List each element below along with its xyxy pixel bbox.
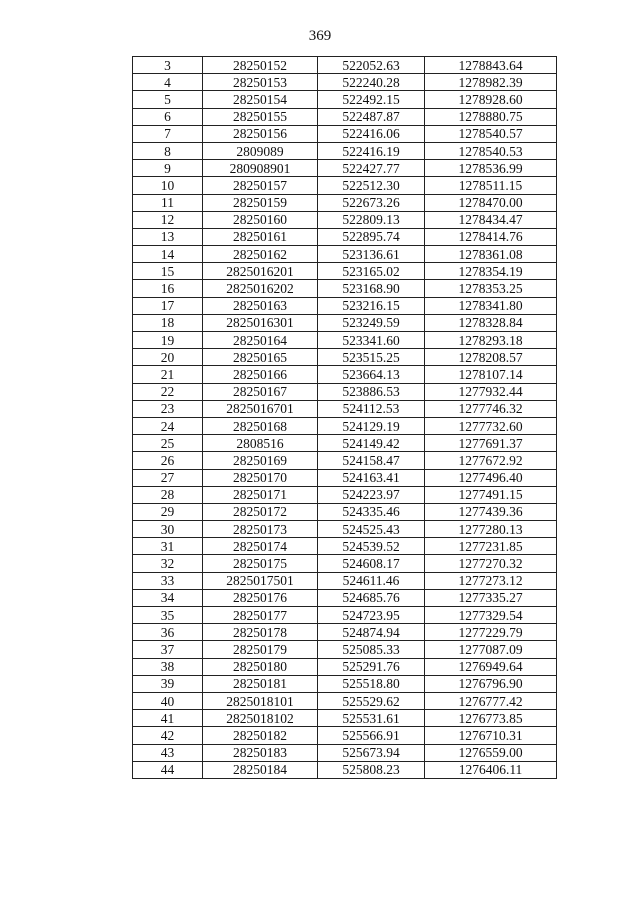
row-index-cell: 10: [133, 177, 203, 194]
table-row: [133, 263, 557, 280]
row-index-cell: 33: [133, 572, 203, 589]
row-index-cell: 14: [133, 246, 203, 263]
y-coordinate-cell: 1278361.08: [425, 246, 557, 263]
y-coordinate-cell: 1277280.13: [425, 521, 557, 538]
y-coordinate-cell: 1278354.19: [425, 263, 557, 280]
row-index-cell: 16: [133, 280, 203, 297]
table-row: [133, 314, 557, 331]
point-id-cell: 2825018102: [203, 710, 318, 727]
y-coordinate-cell: 1278511.15: [425, 177, 557, 194]
table-row: [133, 211, 557, 228]
y-coordinate-cell: 1278328.84: [425, 314, 557, 331]
y-coordinate-cell: 1277491.15: [425, 486, 557, 503]
y-coordinate-cell: 1278540.57: [425, 125, 557, 142]
y-coordinate-cell: 1276777.42: [425, 692, 557, 709]
table-row: [133, 280, 557, 297]
row-index-cell: 38: [133, 658, 203, 675]
x-coordinate-cell: 524525.43: [318, 521, 425, 538]
table-row: [133, 538, 557, 555]
x-coordinate-cell: 524149.42: [318, 435, 425, 452]
y-coordinate-cell: 1278434.47: [425, 211, 557, 228]
point-id-cell: 28250157: [203, 177, 318, 194]
point-id-cell: 28250171: [203, 486, 318, 503]
y-coordinate-cell: 1277329.54: [425, 607, 557, 624]
x-coordinate-cell: 523515.25: [318, 349, 425, 366]
point-id-cell: 28250167: [203, 383, 318, 400]
row-index-cell: 12: [133, 211, 203, 228]
x-coordinate-cell: 524723.95: [318, 607, 425, 624]
y-coordinate-cell: 1278540.53: [425, 142, 557, 159]
table-row: [133, 503, 557, 520]
y-coordinate-cell: 1278536.99: [425, 160, 557, 177]
x-coordinate-cell: 523165.02: [318, 263, 425, 280]
y-coordinate-cell: 1278928.60: [425, 91, 557, 108]
row-index-cell: 26: [133, 452, 203, 469]
point-id-cell: 2825016701: [203, 400, 318, 417]
point-id-cell: 28250183: [203, 744, 318, 761]
point-id-cell: 28250155: [203, 108, 318, 125]
table-row: [133, 710, 557, 727]
table-row: [133, 91, 557, 108]
x-coordinate-cell: 524335.46: [318, 503, 425, 520]
table-row: [133, 572, 557, 589]
point-id-cell: 2825016301: [203, 314, 318, 331]
table-row: [133, 435, 557, 452]
row-index-cell: 22: [133, 383, 203, 400]
row-index-cell: 8: [133, 142, 203, 159]
table-row: [133, 400, 557, 417]
row-index-cell: 19: [133, 332, 203, 349]
x-coordinate-cell: 522240.28: [318, 74, 425, 91]
table-row: [133, 555, 557, 572]
point-id-cell: 28250165: [203, 349, 318, 366]
x-coordinate-cell: 524158.47: [318, 452, 425, 469]
point-id-cell: 28250170: [203, 469, 318, 486]
table-row: [133, 228, 557, 245]
y-coordinate-cell: 1277691.37: [425, 435, 557, 452]
x-coordinate-cell: 524611.46: [318, 572, 425, 589]
table-row: [133, 57, 557, 74]
y-coordinate-cell: 1277335.27: [425, 589, 557, 606]
x-coordinate-cell: 522512.30: [318, 177, 425, 194]
y-coordinate-cell: 1278414.76: [425, 228, 557, 245]
table-row: [133, 125, 557, 142]
x-coordinate-cell: 522416.19: [318, 142, 425, 159]
row-index-cell: 15: [133, 263, 203, 280]
x-coordinate-cell: 525566.91: [318, 727, 425, 744]
point-id-cell: 28250178: [203, 624, 318, 641]
x-coordinate-cell: 522492.15: [318, 91, 425, 108]
row-index-cell: 35: [133, 607, 203, 624]
point-id-cell: 28250182: [203, 727, 318, 744]
table-row: [133, 108, 557, 125]
y-coordinate-cell: 1276773.85: [425, 710, 557, 727]
x-coordinate-cell: 524129.19: [318, 417, 425, 434]
y-coordinate-cell: 1277270.32: [425, 555, 557, 572]
row-index-cell: 9: [133, 160, 203, 177]
y-coordinate-cell: 1278982.39: [425, 74, 557, 91]
x-coordinate-cell: 522427.77: [318, 160, 425, 177]
x-coordinate-cell: 525529.62: [318, 692, 425, 709]
x-coordinate-cell: 522052.63: [318, 57, 425, 74]
x-coordinate-cell: 524874.94: [318, 624, 425, 641]
point-id-cell: 28250163: [203, 297, 318, 314]
table-row: [133, 142, 557, 159]
y-coordinate-cell: 1277672.92: [425, 452, 557, 469]
y-coordinate-cell: 1277231.85: [425, 538, 557, 555]
table-row: [133, 692, 557, 709]
x-coordinate-cell: 524112.53: [318, 400, 425, 417]
point-id-cell: 28250162: [203, 246, 318, 263]
y-coordinate-cell: 1277496.40: [425, 469, 557, 486]
row-index-cell: 18: [133, 314, 203, 331]
row-index-cell: 25: [133, 435, 203, 452]
table-row: [133, 641, 557, 658]
point-id-cell: 280908901: [203, 160, 318, 177]
table-row: [133, 675, 557, 692]
y-coordinate-cell: 1277273.12: [425, 572, 557, 589]
x-coordinate-cell: 525518.80: [318, 675, 425, 692]
y-coordinate-cell: 1278353.25: [425, 280, 557, 297]
row-index-cell: 34: [133, 589, 203, 606]
coordinates-table: [132, 56, 557, 779]
y-coordinate-cell: 1278470.00: [425, 194, 557, 211]
row-index-cell: 28: [133, 486, 203, 503]
row-index-cell: 36: [133, 624, 203, 641]
x-coordinate-cell: 523216.15: [318, 297, 425, 314]
y-coordinate-cell: 1276796.90: [425, 675, 557, 692]
row-index-cell: 39: [133, 675, 203, 692]
point-id-cell: 28250177: [203, 607, 318, 624]
table-row: [133, 744, 557, 761]
y-coordinate-cell: 1278843.64: [425, 57, 557, 74]
y-coordinate-cell: 1277087.09: [425, 641, 557, 658]
table-row: [133, 177, 557, 194]
row-index-cell: 4: [133, 74, 203, 91]
point-id-cell: 28250179: [203, 641, 318, 658]
row-index-cell: 11: [133, 194, 203, 211]
point-id-cell: 28250180: [203, 658, 318, 675]
table-row: [133, 246, 557, 263]
row-index-cell: 32: [133, 555, 203, 572]
row-index-cell: 5: [133, 91, 203, 108]
table-row: [133, 624, 557, 641]
page-number: 369: [308, 28, 332, 44]
row-index-cell: 31: [133, 538, 203, 555]
point-id-cell: 28250173: [203, 521, 318, 538]
x-coordinate-cell: 524685.76: [318, 589, 425, 606]
table-row: [133, 589, 557, 606]
point-id-cell: 28250152: [203, 57, 318, 74]
x-coordinate-cell: 525531.61: [318, 710, 425, 727]
table-row: [133, 607, 557, 624]
point-id-cell: 28250181: [203, 675, 318, 692]
y-coordinate-cell: 1278293.18: [425, 332, 557, 349]
row-index-cell: 37: [133, 641, 203, 658]
point-id-cell: 2808516: [203, 435, 318, 452]
x-coordinate-cell: 523341.60: [318, 332, 425, 349]
table-row: [133, 452, 557, 469]
x-coordinate-cell: 525291.76: [318, 658, 425, 675]
point-id-cell: 28250174: [203, 538, 318, 555]
x-coordinate-cell: 524608.17: [318, 555, 425, 572]
x-coordinate-cell: 522416.06: [318, 125, 425, 142]
y-coordinate-cell: 1276559.00: [425, 744, 557, 761]
x-coordinate-cell: 525085.33: [318, 641, 425, 658]
table-row: [133, 297, 557, 314]
point-id-cell: 28250172: [203, 503, 318, 520]
x-coordinate-cell: 522487.87: [318, 108, 425, 125]
row-index-cell: 17: [133, 297, 203, 314]
x-coordinate-cell: 524539.52: [318, 538, 425, 555]
row-index-cell: 23: [133, 400, 203, 417]
table-row: [133, 332, 557, 349]
x-coordinate-cell: 523136.61: [318, 246, 425, 263]
table-row: [133, 366, 557, 383]
y-coordinate-cell: 1277746.32: [425, 400, 557, 417]
row-index-cell: 29: [133, 503, 203, 520]
table-row: [133, 417, 557, 434]
point-id-cell: 2825016202: [203, 280, 318, 297]
table-row: [133, 521, 557, 538]
point-id-cell: 28250159: [203, 194, 318, 211]
row-index-cell: 6: [133, 108, 203, 125]
point-id-cell: 2825017501: [203, 572, 318, 589]
table-row: [133, 658, 557, 675]
row-index-cell: 30: [133, 521, 203, 538]
y-coordinate-cell: 1276406.11: [425, 761, 557, 778]
x-coordinate-cell: 525673.94: [318, 744, 425, 761]
table-row: [133, 349, 557, 366]
row-index-cell: 41: [133, 710, 203, 727]
point-id-cell: 2825018101: [203, 692, 318, 709]
x-coordinate-cell: 524223.97: [318, 486, 425, 503]
x-coordinate-cell: 522673.26: [318, 194, 425, 211]
point-id-cell: 2809089: [203, 142, 318, 159]
point-id-cell: 28250153: [203, 74, 318, 91]
table-row: [133, 727, 557, 744]
point-id-cell: 2825016201: [203, 263, 318, 280]
x-coordinate-cell: 522809.13: [318, 211, 425, 228]
row-index-cell: 40: [133, 692, 203, 709]
row-index-cell: 20: [133, 349, 203, 366]
point-id-cell: 28250176: [203, 589, 318, 606]
row-index-cell: 7: [133, 125, 203, 142]
row-index-cell: 44: [133, 761, 203, 778]
point-id-cell: 28250161: [203, 228, 318, 245]
x-coordinate-cell: 523249.59: [318, 314, 425, 331]
row-index-cell: 27: [133, 469, 203, 486]
table-row: [133, 761, 557, 778]
point-id-cell: 28250160: [203, 211, 318, 228]
y-coordinate-cell: 1278880.75: [425, 108, 557, 125]
point-id-cell: 28250184: [203, 761, 318, 778]
row-index-cell: 42: [133, 727, 203, 744]
y-coordinate-cell: 1276949.64: [425, 658, 557, 675]
point-id-cell: 28250168: [203, 417, 318, 434]
table-row: [133, 194, 557, 211]
y-coordinate-cell: 1277439.36: [425, 503, 557, 520]
x-coordinate-cell: 523664.13: [318, 366, 425, 383]
row-index-cell: 43: [133, 744, 203, 761]
point-id-cell: 28250169: [203, 452, 318, 469]
point-id-cell: 28250154: [203, 91, 318, 108]
y-coordinate-cell: 1277732.60: [425, 417, 557, 434]
x-coordinate-cell: 524163.41: [318, 469, 425, 486]
point-id-cell: 28250175: [203, 555, 318, 572]
table-row: [133, 74, 557, 91]
y-coordinate-cell: 1278208.57: [425, 349, 557, 366]
y-coordinate-cell: 1277932.44: [425, 383, 557, 400]
y-coordinate-cell: 1276710.31: [425, 727, 557, 744]
row-index-cell: 3: [133, 57, 203, 74]
point-id-cell: 28250156: [203, 125, 318, 142]
x-coordinate-cell: 523168.90: [318, 280, 425, 297]
x-coordinate-cell: 522895.74: [318, 228, 425, 245]
y-coordinate-cell: 1278341.80: [425, 297, 557, 314]
coordinates-table-body: [133, 57, 557, 779]
table-row: [133, 383, 557, 400]
row-index-cell: 21: [133, 366, 203, 383]
point-id-cell: 28250166: [203, 366, 318, 383]
point-id-cell: 28250164: [203, 332, 318, 349]
y-coordinate-cell: 1278107.14: [425, 366, 557, 383]
table-row: [133, 469, 557, 486]
x-coordinate-cell: 523886.53: [318, 383, 425, 400]
y-coordinate-cell: 1277229.79: [425, 624, 557, 641]
table-row: [133, 486, 557, 503]
table-row: [133, 160, 557, 177]
row-index-cell: 24: [133, 417, 203, 434]
x-coordinate-cell: 525808.23: [318, 761, 425, 778]
row-index-cell: 13: [133, 228, 203, 245]
